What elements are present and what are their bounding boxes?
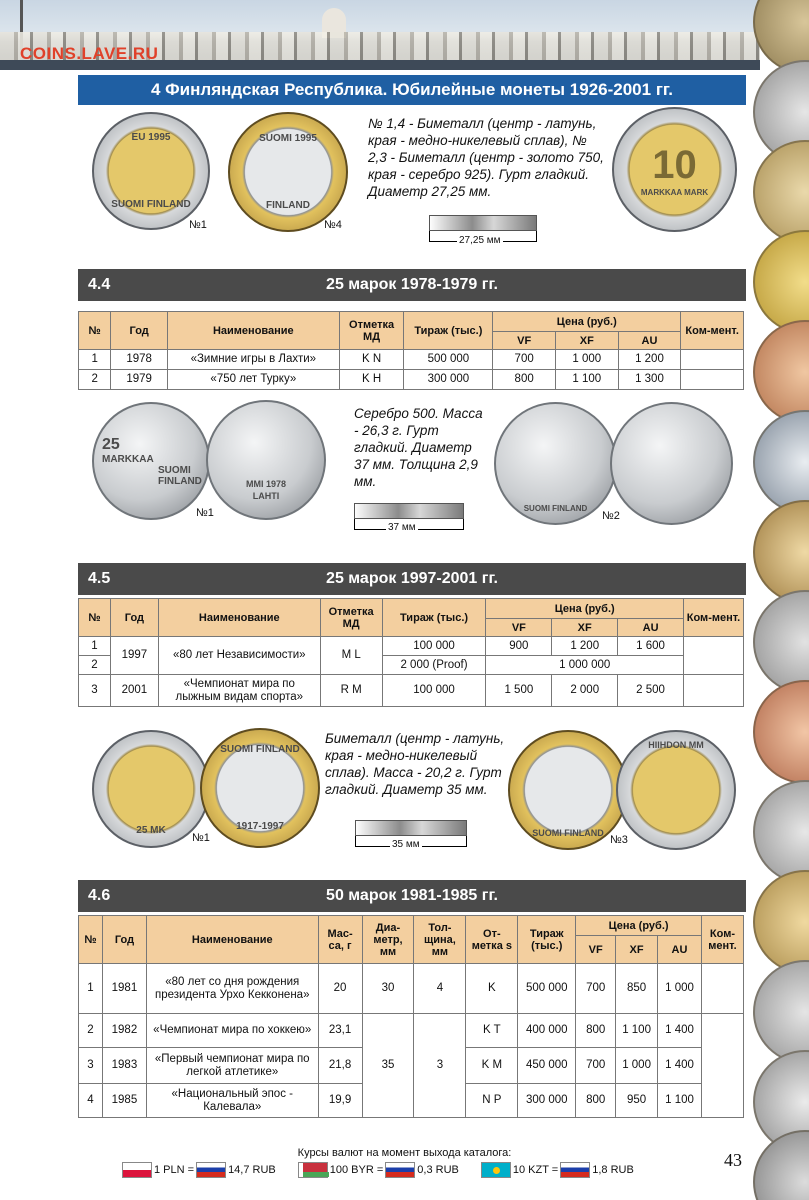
rate-pln — [122, 1162, 276, 1178]
table-row — [79, 675, 744, 707]
table-cell: 700 — [493, 350, 556, 370]
col-header: № — [79, 916, 103, 964]
col-header: От-метка s — [466, 916, 518, 964]
section-title: 50 марок 1981-1985 гг. — [326, 887, 498, 904]
table-cell: 850 — [616, 964, 658, 1014]
table-cell: 300 000 — [404, 370, 493, 390]
coin-number-label: №4 — [324, 219, 342, 231]
col-header: Цена (руб.) — [493, 312, 681, 332]
ruler-label: 27,25 мм — [459, 235, 501, 246]
rate-byr — [298, 1162, 459, 1178]
coin-image-1 — [92, 112, 210, 230]
table-cell — [684, 675, 744, 707]
side-coin-image — [753, 870, 809, 974]
table-cell: 1981 — [102, 964, 146, 1014]
table-cell — [701, 1014, 743, 1118]
side-coin-image — [753, 960, 809, 1064]
table-cell: 1 200 — [552, 637, 618, 656]
table-cell: «Первый чемпионат мира по легкой атлетике» — [146, 1048, 318, 1084]
coin-description: Биметалл (центр - латунь, края - медно-никелевый сплав). Масса - 20,2 г. Гурт гладкий. Диаметр 35 мм. — [325, 731, 505, 797]
table-cell: 19,9 — [318, 1084, 362, 1118]
col-header: № — [79, 599, 111, 637]
coin-image-independence-reverse — [200, 728, 320, 848]
table-cell — [701, 964, 743, 1014]
coin-inscription: MARKKAA — [102, 453, 154, 465]
col-header: VF — [486, 619, 552, 637]
col-header: Мас-са, г — [318, 916, 362, 964]
rate-from: 1 PLN = — [154, 1164, 195, 1176]
col-header: Тол-щина, мм — [414, 916, 466, 964]
table-cell: 1983 — [102, 1048, 146, 1084]
col-header: Год — [110, 599, 158, 637]
table-cell: 2001 — [110, 675, 158, 707]
table-cell — [684, 637, 744, 675]
ruler-label: 35 мм — [392, 839, 420, 850]
side-coin-image — [753, 1130, 809, 1200]
coin-inscription: SUOMI 1995 — [259, 133, 317, 144]
russia-flag-icon — [385, 1162, 415, 1178]
table-cell: 800 — [576, 1084, 616, 1118]
rate-to: 1,8 RUB — [592, 1164, 634, 1176]
russia-flag-icon — [560, 1162, 590, 1178]
coin-inscription: LAHTI — [252, 491, 280, 501]
table-row — [79, 964, 744, 1014]
table-cell: «80 лет со дня рождения президента Урхо Кекконена» — [146, 964, 318, 1014]
table-cell: R M — [320, 675, 382, 707]
table-cell: 30 — [362, 964, 414, 1014]
table-cell: 2 000 (Proof) — [382, 656, 486, 675]
table-cell: 1 600 — [618, 637, 684, 656]
coin-number-label: №3 — [610, 834, 628, 846]
coin-inscription: 25 MK — [136, 825, 166, 836]
col-header: Цена (руб.) — [576, 916, 702, 936]
col-header: VF — [576, 936, 616, 964]
coin-inscription: SUOMI FINLAND — [523, 504, 588, 513]
table-cell: 3 — [79, 675, 111, 707]
coin-inscription: SUOMI FINLAND — [220, 744, 300, 755]
coin-image-turku-reverse — [610, 402, 733, 525]
table-cell: 1 000 — [616, 1048, 658, 1084]
poland-flag-icon — [122, 1162, 152, 1178]
col-header: Отметка МД — [320, 599, 382, 637]
col-header: AU — [618, 332, 681, 350]
coin-inscription: MARKKAA MARK — [640, 187, 709, 197]
kazakhstan-flag-icon — [481, 1162, 511, 1178]
col-header: AU — [618, 619, 684, 637]
edge-ruler — [355, 820, 467, 836]
table-cell: 4 — [414, 964, 466, 1014]
page-number: 43 — [724, 1150, 742, 1170]
table-cell — [681, 350, 744, 370]
col-header: Диа-метр, мм — [362, 916, 414, 964]
table-cell: 1 100 — [555, 370, 618, 390]
ruler-label: 37 мм — [388, 522, 416, 533]
table-cell: 21,8 — [318, 1048, 362, 1084]
col-header: Ком-мент. — [684, 599, 744, 637]
table-cell: M L — [320, 637, 382, 675]
table-cell: «Чемпионат мира по хоккею» — [146, 1014, 318, 1048]
coin-inscription: SUOMI FINLAND — [532, 828, 604, 838]
decorative-coin-strip — [753, 0, 809, 1200]
col-header: XF — [555, 332, 618, 350]
table-cell: 450 000 — [518, 1048, 576, 1084]
table-row — [79, 1014, 744, 1048]
table-cell: 20 — [318, 964, 362, 1014]
coin-image-25-markkaa-obverse — [92, 402, 210, 520]
table-cell: 1 100 — [616, 1014, 658, 1048]
section-title: 25 марок 1978-1979 гг. — [326, 276, 498, 293]
section-header-4-6 — [78, 880, 746, 912]
coin-image-4 — [228, 112, 348, 232]
coin-number-label: №2 — [602, 510, 620, 522]
catalog-table-4-6 — [78, 915, 744, 1118]
col-header: Тираж (тыс.) — [382, 599, 486, 637]
table-cell: 800 — [493, 370, 556, 390]
col-header: Наименование — [167, 312, 339, 350]
table-cell: «80 лет Независимости» — [158, 637, 320, 675]
table-cell: 1 300 — [618, 370, 681, 390]
catalog-table-4-4 — [78, 311, 744, 390]
section-number: 4.5 — [88, 570, 111, 587]
col-header: Наименование — [158, 599, 320, 637]
col-header: Ком-мент. — [681, 312, 744, 350]
table-cell: 1 — [79, 964, 103, 1014]
coin-inscription: 10 — [652, 142, 697, 187]
coin-inscription: MMI 1978 — [245, 479, 287, 489]
table-cell: 1 100 — [658, 1084, 702, 1118]
table-cell: 1 000 — [555, 350, 618, 370]
table-cell: 1997 — [110, 637, 158, 675]
coin-inscription: HIIHDON MM — [648, 740, 704, 750]
side-coin-image — [753, 140, 809, 244]
side-coin-image — [753, 500, 809, 604]
coin-image-turku-obverse — [494, 402, 617, 525]
table-cell: 100 000 — [382, 637, 486, 656]
table-cell: 2 — [79, 1014, 103, 1048]
col-header: Цена (руб.) — [486, 599, 684, 619]
coin-number-label: №1 — [196, 507, 214, 519]
rate-kzt — [481, 1162, 634, 1178]
table-cell: 2 — [79, 370, 111, 390]
section-number: 4.6 — [88, 887, 111, 904]
table-cell: 3 — [414, 1014, 466, 1118]
rate-from: 10 KZT = — [512, 1164, 559, 1176]
side-coin-image — [753, 410, 809, 514]
table-cell: 950 — [616, 1084, 658, 1118]
table-cell: N P — [466, 1084, 518, 1118]
coin-inscription: EU 1995 — [131, 132, 171, 143]
table-cell: 2 — [79, 656, 111, 675]
site-logo[interactable]: COINS.LAVE.RU — [20, 44, 159, 63]
table-cell: K M — [466, 1048, 518, 1084]
catalog-table-4-5 — [78, 598, 744, 707]
coin-inscription: SUOMI FINLAND — [158, 464, 202, 487]
table-row — [79, 370, 744, 390]
section-header-4-5 — [78, 563, 746, 595]
table-cell: 400 000 — [518, 1014, 576, 1048]
table-cell: 2 000 — [552, 675, 618, 707]
table-cell: «Зимние игры в Лахти» — [167, 350, 339, 370]
table-cell: «750 лет Турку» — [167, 370, 339, 390]
coin-number-label: №1 — [189, 219, 207, 231]
col-header: Год — [102, 916, 146, 964]
col-header: Тираж (тыс.) — [518, 916, 576, 964]
coin-inscription: 1917-1997 — [236, 821, 284, 832]
col-header: Отметка МД — [339, 312, 404, 350]
table-cell: 1 200 — [618, 350, 681, 370]
edge-ruler — [354, 503, 464, 519]
table-cell: 900 — [486, 637, 552, 656]
col-header: № — [79, 312, 111, 350]
table-cell: K — [466, 964, 518, 1014]
table-cell: 1 400 — [658, 1014, 702, 1048]
table-cell: 700 — [576, 1048, 616, 1084]
side-coin-image — [753, 780, 809, 884]
coin-description: Серебро 500. Масса - 26,3 г. Гурт гладкий. Диаметр 37 мм. Толщина 2,9 мм. — [354, 406, 483, 489]
table-cell — [681, 370, 744, 390]
exchange-rates-row — [122, 1161, 634, 1179]
chapter-title: 4 Финляндская Республика. Юбилейные монеты 1926-2001 гг. — [78, 75, 746, 105]
table-cell: 1982 — [102, 1014, 146, 1048]
rate-to: 14,7 RUB — [228, 1164, 276, 1176]
col-header: Ком-мент. — [701, 916, 743, 964]
table-cell: 700 — [576, 964, 616, 1014]
rate-from: 100 BYR = — [329, 1164, 384, 1176]
table-cell: «Чемпионат мира по лыжным видам спорта» — [158, 675, 320, 707]
table-cell: K T — [466, 1014, 518, 1048]
belarus-flag-icon — [298, 1162, 328, 1178]
table-cell: 1 000 000 — [486, 656, 684, 675]
table-cell: 1 — [79, 637, 111, 656]
table-cell: 1 000 — [658, 964, 702, 1014]
side-coin-image — [753, 680, 809, 784]
section-header-4-4 — [78, 269, 746, 301]
coin-description: № 1,4 - Биметалл (центр - латунь, края - медно-никелевый сплав), № 2,3 - Биметалл (центр - золото 750, края - серебро 925). Гурт гладкий. Диаметр 27,25 мм. — [368, 116, 604, 199]
col-header: Наименование — [146, 916, 318, 964]
table-cell: 100 000 — [382, 675, 486, 707]
russia-flag-icon — [196, 1162, 226, 1178]
table-cell: 500 000 — [404, 350, 493, 370]
table-cell: «Национальный эпос - Калевала» — [146, 1084, 318, 1118]
col-header: XF — [616, 936, 658, 964]
table-cell: 3 — [79, 1048, 103, 1084]
table-cell: 2 500 — [618, 675, 684, 707]
coin-image-25-markkaa-reverse — [206, 400, 326, 520]
coin-image-10-markkaa — [612, 107, 737, 232]
table-cell: 1979 — [111, 370, 168, 390]
table-cell: 1 400 — [658, 1048, 702, 1084]
table-cell: 23,1 — [318, 1014, 362, 1048]
table-row — [79, 350, 744, 370]
col-header: VF — [493, 332, 556, 350]
table-cell: 4 — [79, 1084, 103, 1118]
col-header: Тираж (тыс.) — [404, 312, 493, 350]
coin-image-ski-championship-obverse — [508, 730, 628, 850]
edge-ruler — [429, 215, 537, 231]
side-coin-image — [753, 230, 809, 334]
side-coin-image — [753, 320, 809, 424]
table-cell: 300 000 — [518, 1084, 576, 1118]
coin-inscription: SUOMI FINLAND — [111, 199, 191, 210]
table-cell: 1 — [79, 350, 111, 370]
section-title: 25 марок 1997-2001 гг. — [326, 570, 498, 587]
coin-number-label: №1 — [192, 832, 210, 844]
table-cell: 1978 — [111, 350, 168, 370]
coin-inscription: 25 — [102, 435, 120, 453]
table-cell: 1985 — [102, 1084, 146, 1118]
table-row — [79, 637, 744, 656]
coin-image-independence-obverse — [92, 730, 210, 848]
col-header: Год — [111, 312, 168, 350]
rate-to: 0,3 RUB — [417, 1164, 459, 1176]
side-coin-image — [753, 590, 809, 694]
section-number: 4.4 — [88, 276, 111, 293]
table-cell: K H — [339, 370, 404, 390]
table-cell: 500 000 — [518, 964, 576, 1014]
table-cell: 1 500 — [486, 675, 552, 707]
coin-image-ski-championship-reverse — [616, 730, 736, 850]
table-cell: K N — [339, 350, 404, 370]
coin-inscription: FINLAND — [266, 200, 310, 211]
col-header: AU — [658, 936, 702, 964]
exchange-rates-title: Курсы валют на момент выхода каталога: — [297, 1147, 512, 1159]
table-cell: 800 — [576, 1014, 616, 1048]
table-cell: 35 — [362, 1014, 414, 1118]
col-header: XF — [552, 619, 618, 637]
